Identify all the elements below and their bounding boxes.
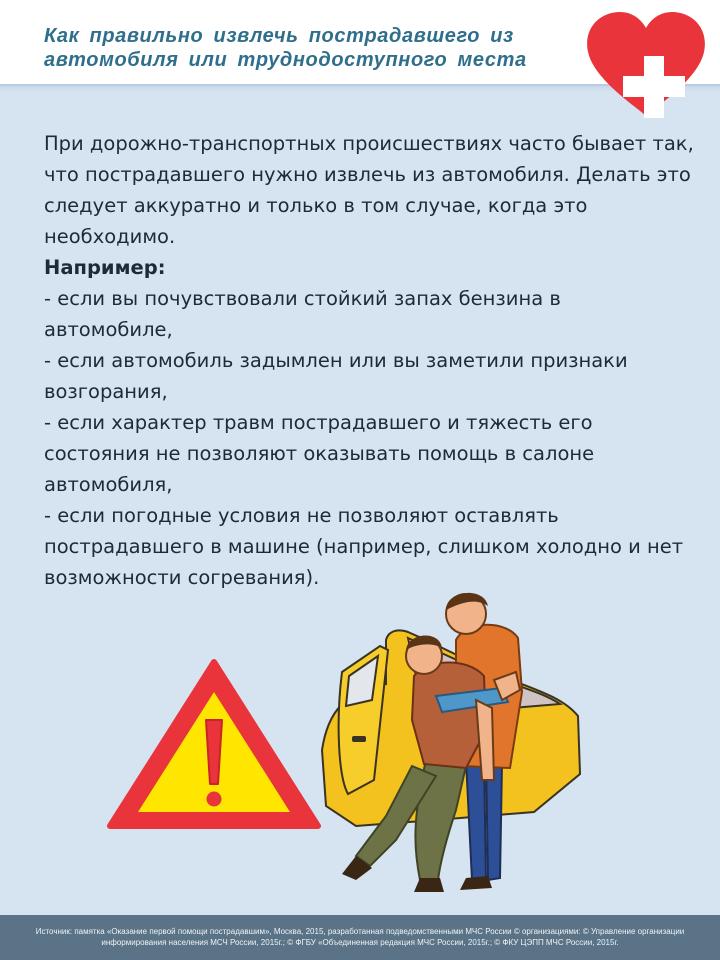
rescue-illustration (316, 580, 586, 898)
footer-source-text: Источник: памятка «Оказание первой помощи пострадавшим», Москва, 2015, разработанная подведомственными МЧС России © организациями: © Управление организации информирования населения МСЧ России, 2015г.; © ФГБУ «Объединенная редакция МЧС России, 2015г.; © ФКУ ЦЭПП МЧС России, 2015г. (35, 927, 685, 947)
title-line-2: автомобиля или труднодоступного места (44, 49, 527, 71)
source-footer (0, 915, 720, 960)
list-item: - если вы почувствовали стойкий запах бензина в автомобиле, (44, 287, 561, 341)
main-content (44, 128, 694, 593)
page-title (44, 24, 584, 72)
list-item: - если погодные условия не позволяют оставлять пострадавшего в машине (например, слишком холодно и нет возможности согревания). (44, 504, 684, 589)
list-item: - если автомобиль задымлен или вы заметили признаки возгорания, (44, 349, 628, 403)
warning-triangle-icon (104, 656, 324, 832)
intro-paragraph: При дорожно-транспортных происшествиях часто бывает так, что пострадавшего нужно извлечь из автомобиля. Делать это следует аккуратно и только в том случае, когда это необходимо. (44, 132, 694, 248)
title-line-1: Как правильно извлечь пострадавшего из (44, 25, 514, 47)
list-item: - если характер травм пострадавшего и тяжесть его состояния не позволяют оказывать помощь в салоне автомобиля, (44, 411, 595, 496)
heart-cross-icon (580, 8, 712, 124)
example-heading: Например: (44, 256, 166, 279)
